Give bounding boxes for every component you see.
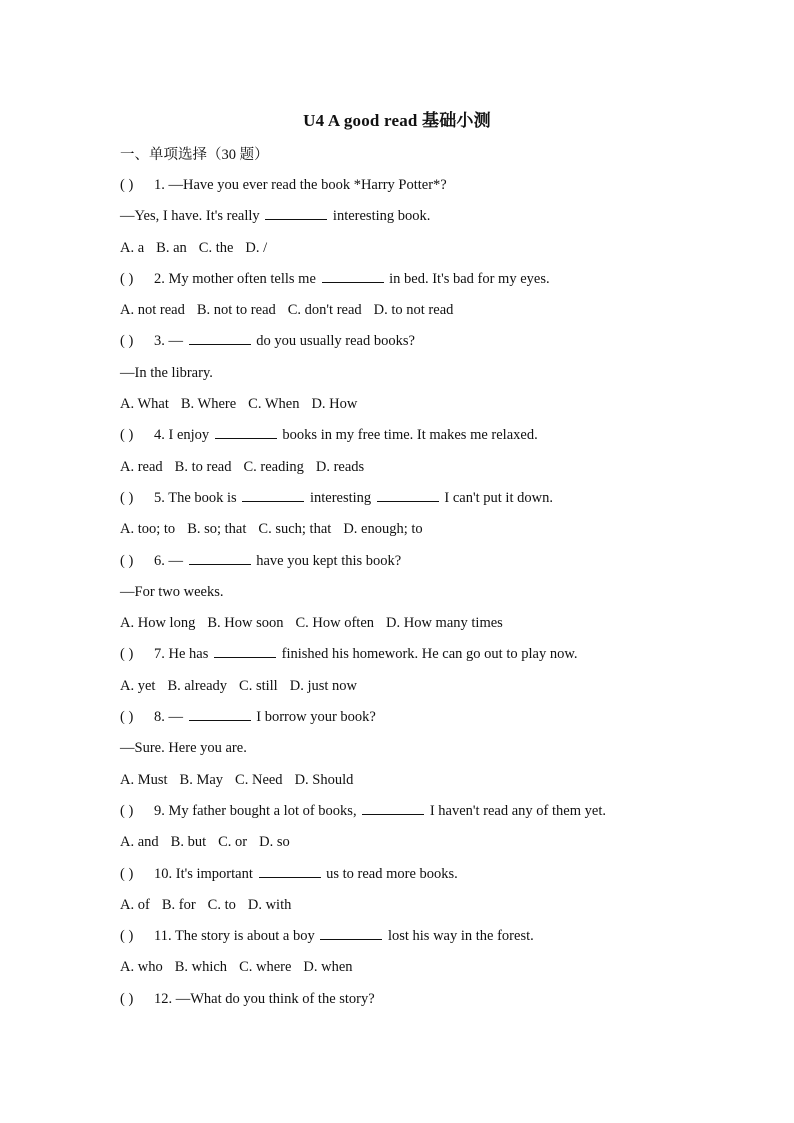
- option-text: B. May: [179, 771, 224, 788]
- question-text: books in my free time. It makes me relaxed.: [278, 427, 538, 444]
- option-text: D. Should: [294, 771, 354, 788]
- answer-bracket[interactable]: ( ): [120, 709, 134, 726]
- answer-blank[interactable]: [259, 863, 321, 878]
- option-text: A. who: [120, 959, 163, 976]
- option-text: A. What: [120, 396, 169, 413]
- question-text: 8. —: [154, 709, 187, 726]
- question-text: have you kept this book?: [252, 552, 402, 569]
- option-text: D. /: [245, 239, 268, 256]
- dialogue-text: —In the library.: [120, 364, 213, 381]
- answer-blank[interactable]: [362, 800, 424, 815]
- option-text: C. When: [248, 396, 300, 413]
- option-text: D. with: [247, 896, 292, 913]
- options-line: [120, 674, 680, 705]
- question-line: [120, 267, 680, 298]
- question-text: 12. —What do you think of the story?: [154, 990, 375, 1007]
- option-text: D. reads: [315, 458, 365, 475]
- question-text: 3. —: [154, 333, 187, 350]
- answer-bracket[interactable]: ( ): [120, 865, 134, 882]
- options-line: [120, 611, 680, 642]
- option-text: D. so: [259, 834, 290, 851]
- question-text: 11. The story is about a boy: [154, 928, 319, 945]
- options-line: [120, 392, 680, 423]
- option-text: B. for: [161, 896, 196, 913]
- question-text: do you usually read books?: [252, 333, 415, 350]
- answer-bracket[interactable]: ( ): [120, 802, 134, 819]
- answer-bracket[interactable]: ( ): [120, 990, 134, 1007]
- question-line: [120, 799, 680, 830]
- option-text: C. such; that: [258, 521, 332, 538]
- option-text: C. where: [239, 959, 292, 976]
- option-text: C. to: [207, 896, 236, 913]
- dialogue-line: [120, 580, 680, 611]
- question-text: 2. My mother often tells me: [154, 270, 320, 287]
- question-list: [120, 173, 680, 1018]
- options-line: [120, 517, 680, 548]
- answer-bracket[interactable]: ( ): [120, 270, 134, 287]
- option-text: B. How soon: [207, 615, 284, 632]
- options-line: [120, 455, 680, 486]
- question-text: 9. My father bought a lot of books,: [154, 802, 361, 819]
- option-text: C. or: [218, 834, 248, 851]
- option-text: C. still: [239, 677, 278, 694]
- answer-bracket[interactable]: ( ): [120, 646, 134, 663]
- question-text: 4. I enjoy: [154, 427, 213, 444]
- option-text: A. yet: [120, 677, 156, 694]
- option-text: A. read: [120, 458, 163, 475]
- question-text: 7. He has: [154, 646, 212, 663]
- options-line: [120, 236, 680, 267]
- question-line: [120, 642, 680, 673]
- option-text: B. so; that: [187, 521, 247, 538]
- question-line: [120, 486, 680, 517]
- question-text: us to read more books.: [322, 865, 458, 882]
- answer-blank[interactable]: [377, 487, 439, 502]
- option-text: D. enough; to: [343, 521, 423, 538]
- dialogue-line: [120, 361, 680, 392]
- space: [371, 490, 375, 506]
- question-line: [120, 987, 680, 1018]
- dialogue-text: interesting book.: [329, 208, 431, 225]
- question-line: [120, 924, 680, 955]
- option-text: C. reading: [243, 458, 304, 475]
- option-text: A. of: [120, 896, 150, 913]
- question-text: I can't put it down.: [440, 489, 553, 506]
- answer-bracket[interactable]: ( ): [120, 177, 134, 193]
- answer-bracket[interactable]: ( ): [120, 333, 134, 350]
- option-text: A. too; to: [120, 521, 176, 538]
- question-text: I borrow your book?: [252, 709, 376, 726]
- answer-bracket[interactable]: ( ): [120, 552, 134, 569]
- dialogue-text: —Sure. Here you are.: [120, 740, 247, 757]
- question-text: interesting: [306, 489, 372, 506]
- dialogue-line: [120, 204, 680, 235]
- option-text: A. How long: [120, 615, 196, 632]
- answer-bracket[interactable]: ( ): [120, 427, 134, 444]
- option-text: D. How many times: [386, 615, 503, 632]
- answer-blank[interactable]: [189, 330, 251, 345]
- option-text: C. the: [198, 239, 234, 256]
- option-text: A. Must: [120, 771, 168, 788]
- options-line: [120, 768, 680, 799]
- answer-blank[interactable]: [215, 424, 277, 439]
- option-text: C. don't read: [287, 302, 362, 319]
- option-text: A. and: [120, 834, 159, 851]
- option-text: B. to read: [174, 458, 232, 475]
- option-text: B. an: [156, 239, 187, 256]
- option-text: B. already: [167, 677, 228, 694]
- option-text: C. Need: [235, 771, 283, 788]
- question-text: in bed. It's bad for my eyes.: [385, 270, 550, 287]
- option-text: D. How: [311, 396, 358, 413]
- question-text: finished his homework. He can go out to play now.: [278, 646, 578, 663]
- question-text: lost his way in the forest.: [384, 928, 534, 945]
- question-line: [120, 549, 680, 580]
- question-text: 10. It's important: [154, 865, 257, 882]
- question-text: 5. The book is: [154, 489, 241, 506]
- dialogue-line: [120, 736, 680, 767]
- question-line: [120, 862, 680, 893]
- question-line: [120, 423, 680, 454]
- question-line: [120, 329, 680, 360]
- answer-blank[interactable]: [242, 487, 304, 502]
- question-line: [120, 173, 680, 204]
- answer-bracket[interactable]: ( ): [120, 928, 134, 945]
- section-heading: 一、单项选择（30 题）: [120, 147, 269, 163]
- option-text: A. not read: [120, 302, 185, 319]
- options-line: [120, 893, 680, 924]
- answer-blank[interactable]: [322, 268, 384, 283]
- options-line: [120, 830, 680, 861]
- dialogue-text: —For two weeks.: [120, 583, 224, 600]
- option-text: B. but: [170, 834, 207, 851]
- option-text: B. which: [174, 959, 228, 976]
- options-line: [120, 955, 680, 986]
- option-text: B. Where: [180, 396, 237, 413]
- options-line: [120, 298, 680, 329]
- dialogue-text: —Yes, I have. It's really: [120, 208, 264, 225]
- option-text: B. not to read: [196, 302, 276, 319]
- question-text: 6. —: [154, 552, 187, 569]
- answer-bracket[interactable]: ( ): [120, 489, 134, 506]
- question-text: I haven't read any of them yet.: [426, 802, 606, 819]
- question-line: [120, 705, 680, 736]
- option-text: A. a: [120, 239, 145, 256]
- option-text: D. when: [303, 959, 353, 976]
- page-title: U4 A good read 基础小测: [303, 111, 491, 130]
- answer-blank[interactable]: [320, 925, 382, 940]
- option-text: D. just now: [289, 677, 357, 694]
- answer-blank[interactable]: [189, 550, 251, 565]
- option-text: C. How often: [295, 615, 375, 632]
- option-text: D. to not read: [373, 302, 454, 319]
- answer-blank[interactable]: [265, 205, 327, 220]
- answer-blank[interactable]: [214, 643, 276, 658]
- answer-blank[interactable]: [189, 706, 251, 721]
- question-text: 1. —Have you ever read the book *Harry Potter*?: [154, 177, 447, 193]
